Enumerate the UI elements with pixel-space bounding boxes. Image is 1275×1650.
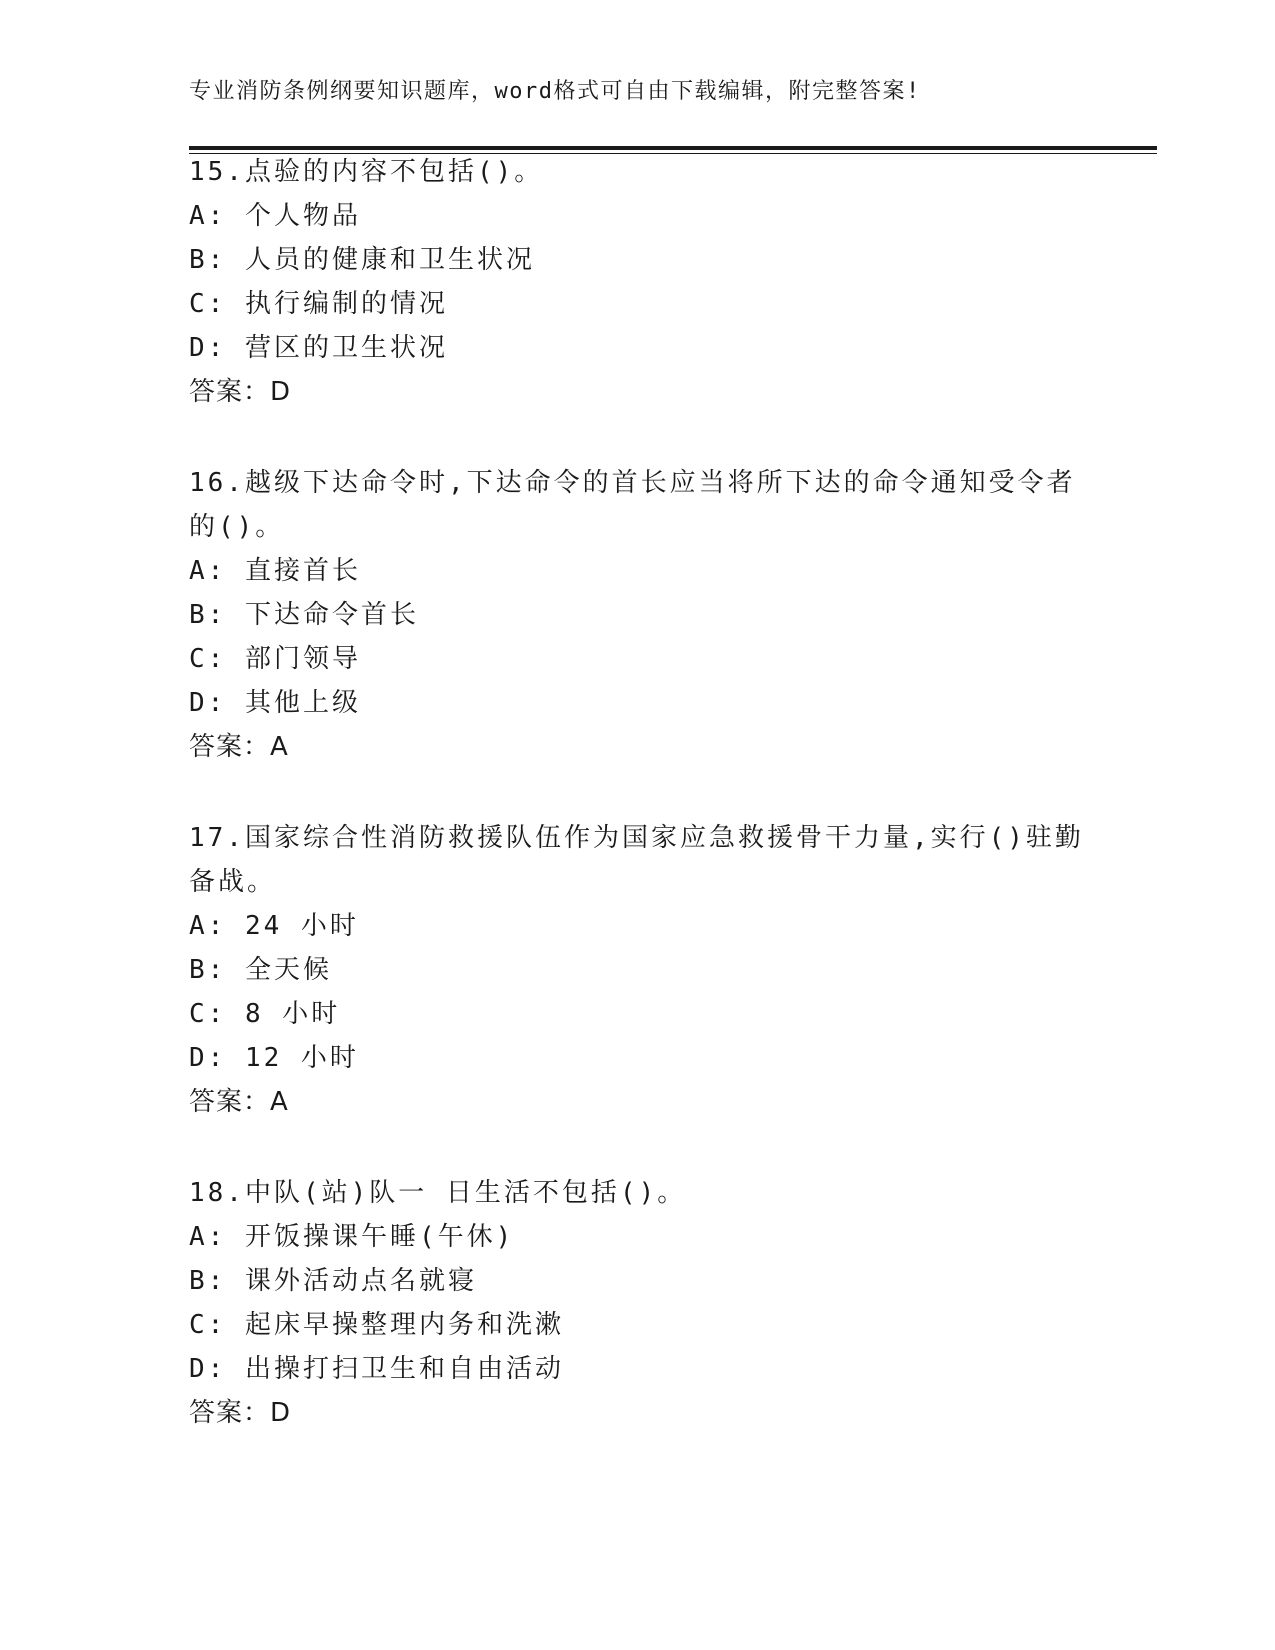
question-16-option-d: D: 其他上级 bbox=[189, 688, 361, 718]
question-15-option-d: D: 营区的卫生状况 bbox=[189, 333, 448, 363]
question-17-option-d: D: 12 小时 bbox=[189, 1043, 359, 1073]
header-rule-thin bbox=[189, 153, 1157, 154]
question-17-stem-line-2: 备战。 bbox=[189, 867, 277, 897]
question-16-stem-line-2: 的()。 bbox=[189, 512, 285, 542]
question-16-stem-line-1: 16.越级下达命令时,下达命令的首长应当将所下达的命令通知受令者 bbox=[189, 468, 1076, 498]
question-17-option-a: A: 24 小时 bbox=[189, 911, 359, 941]
question-15-answer: 答案：D bbox=[189, 377, 292, 407]
question-17-stem-line-1: 17.国家综合性消防救援队伍作为国家应急救援骨干力量,实行()驻勤 bbox=[189, 823, 1084, 853]
header-rule-thick bbox=[189, 146, 1157, 150]
question-18-stem: 18.中队(站)队一 日生活不包括()。 bbox=[189, 1178, 687, 1208]
question-17-option-c: C: 8 小时 bbox=[189, 999, 341, 1029]
question-18-option-c: C: 起床早操整理内务和洗漱 bbox=[189, 1310, 564, 1340]
question-18-option-a: A: 开饭操课午睡(午休) bbox=[189, 1222, 515, 1252]
question-18-answer: 答案：D bbox=[189, 1398, 292, 1428]
question-16-option-c: C: 部门领导 bbox=[189, 644, 361, 674]
question-18-option-b: B: 课外活动点名就寝 bbox=[189, 1266, 477, 1296]
question-15-option-c: C: 执行编制的情况 bbox=[189, 289, 448, 319]
question-16-answer: 答案：A bbox=[189, 732, 289, 762]
question-16-option-a: A: 直接首长 bbox=[189, 556, 361, 586]
question-15-stem: 15.点验的内容不包括()。 bbox=[189, 157, 544, 187]
question-16-option-b: B: 下达命令首长 bbox=[189, 600, 419, 630]
question-17-answer: 答案：A bbox=[189, 1087, 289, 1117]
question-15-option-a: A: 个人物品 bbox=[189, 201, 361, 231]
question-17-option-b: B: 全天候 bbox=[189, 955, 332, 985]
question-18-option-d: D: 出操打扫卫生和自由活动 bbox=[189, 1354, 564, 1384]
question-15-option-b: B: 人员的健康和卫生状况 bbox=[189, 245, 535, 275]
page-header: 专业消防条例纲要知识题库，word格式可自由下载编辑，附完整答案! bbox=[189, 79, 921, 104]
